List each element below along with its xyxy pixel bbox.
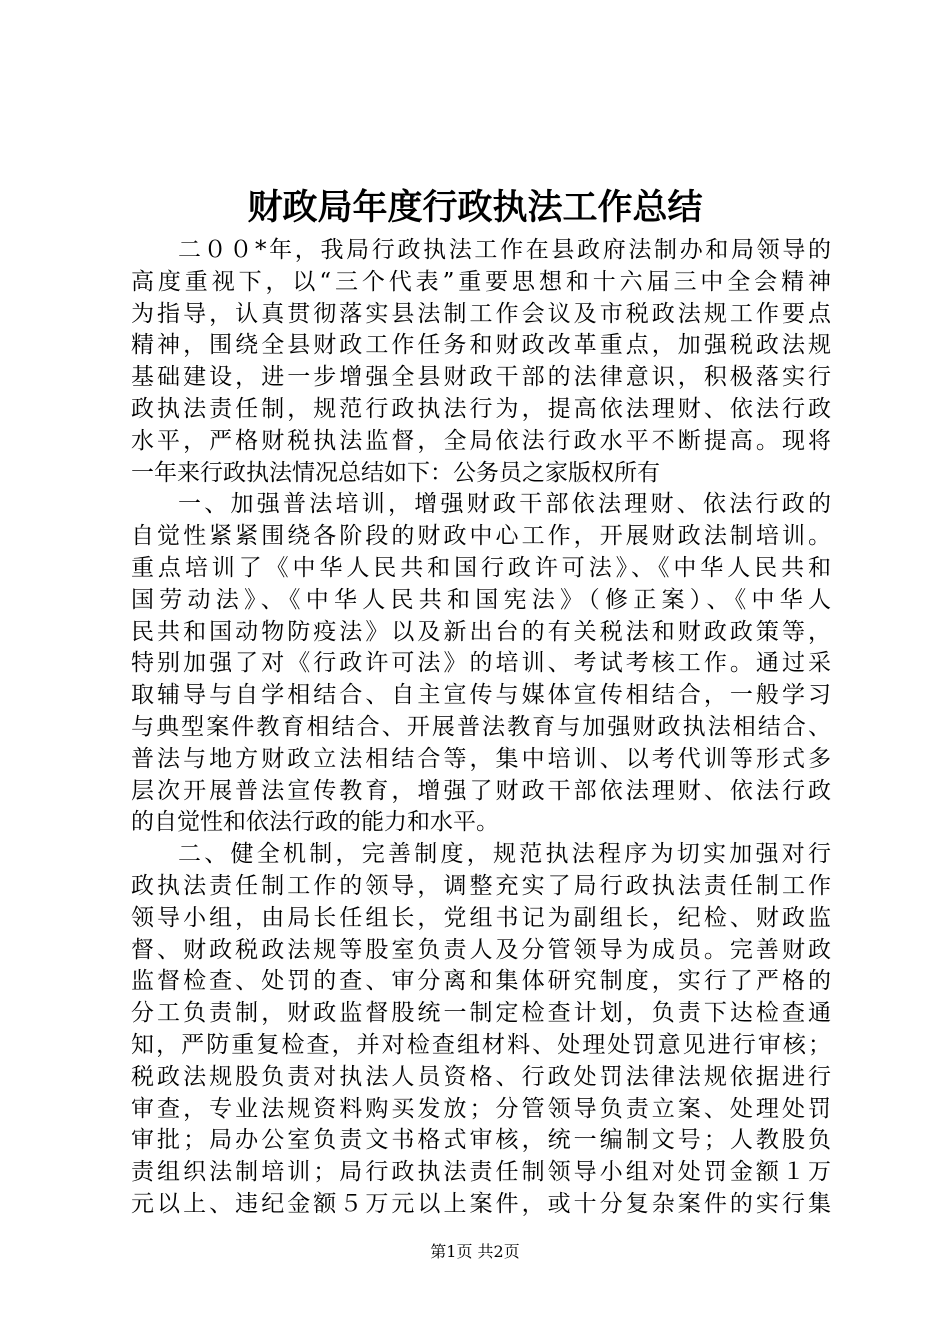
paragraph-line: 二００*年，我局行政执法工作在县政府法制办和局领导的 — [178, 237, 831, 263]
paragraph-line: 民共和国动物防疫法》以及新出台的有关税法和财政政策等， — [131, 618, 831, 645]
paragraph-line: 审批；局办公室负责文书格式审核，统一编制文号；人教股负 — [131, 1127, 831, 1154]
paragraph-line: 督、财政税政法规等股室负责人及分管领导为成员。完善财政 — [131, 936, 831, 963]
paragraph-line: 政执法责任制工作的领导，调整充实了局行政执法责任制工作 — [131, 872, 831, 899]
document-body — [131, 235, 831, 1221]
paragraph-line: 自觉性紧紧围绕各阶段的财政中心工作，开展财政法制培训。 — [131, 523, 831, 550]
paragraph-line: 水平，严格财税执法监督，全局依法行政水平不断提高。现将 — [131, 427, 831, 454]
paragraph-line: 普法与地方财政立法相结合等，集中培训、以考代训等形式多 — [131, 745, 831, 772]
paragraph-line: 知，严防重复检查，并对检查组材料、处理处罚意见进行审核； — [131, 1031, 831, 1058]
document-title: 财政局年度行政执法工作总结 — [247, 187, 703, 228]
paragraph-line: 基础建设，进一步增强全县财政干部的法律意识，积极落实行 — [131, 364, 831, 391]
paragraph-line: 的自觉性和依法行政的能力和水平。 — [131, 809, 499, 836]
paragraph-line: 审查，专业法规资料购买发放；分管领导负责立案、处理处罚 — [131, 1095, 831, 1122]
paragraph-line: 特别加强了对《行政许可法》的培训、考试考核工作。通过采 — [131, 650, 831, 677]
paragraph-line: 重点培训了《中华人民共和国行政许可法》、《中华人民共和 — [131, 554, 831, 581]
paragraph-line: 高度重视下，以“三个代表”重要思想和十六届三中全会精神 — [131, 268, 831, 295]
paragraph-line: 国劳动法》、《中华人民共和国宪法》（修正案）、《中华人 — [131, 586, 831, 613]
paragraph-line: 一、加强普法培训，增强财政干部依法理财、依法行政的 — [178, 491, 831, 518]
paragraph-line: 分工负责制，财政监督股统一制定检查计划，负责下达检查通 — [131, 1000, 831, 1027]
paragraph-line: 为指导，认真贯彻落实县法制工作会议及市税政法规工作要点 — [131, 300, 831, 327]
paragraph-line: 二、健全机制，完善制度，规范执法程序为切实加强对行 — [178, 841, 831, 868]
paragraph-line: 精神，围绕全县财政工作任务和财政改革重点，加强税政法规 — [131, 332, 831, 359]
paragraph-line: 税政法规股负责对执法人员资格、行政处罚法律法规依据进行 — [131, 1063, 831, 1090]
paragraph-line: 监督检查、处罚的查、审分离和集体研究制度，实行了严格的 — [131, 968, 831, 995]
paragraph-line: 一年来行政执法情况总结如下：公务员之家版权所有 — [131, 459, 660, 486]
page-number-footer: 第1页 共2页 — [430, 1242, 520, 1261]
paragraph-line: 政执法责任制，规范行政执法行为，提高依法理财、依法行政 — [131, 395, 831, 422]
paragraph-line: 领导小组，由局长任组长，党组书记为副组长，纪检、财政监 — [131, 904, 831, 931]
paragraph-line: 层次开展普法宣传教育，增强了财政干部依法理财、依法行政 — [131, 777, 831, 804]
paragraph-line: 元以上、违纪金额５万元以上案件，或十分复杂案件的实行集 — [131, 1190, 831, 1217]
paragraph-line: 责组织法制培训；局行政执法责任制领导小组对处罚金额１万 — [131, 1159, 831, 1186]
paragraph-line: 取辅导与自学相结合、自主宣传与媒体宣传相结合，一般学习 — [131, 682, 831, 709]
paragraph-line: 与典型案件教育相结合、开展普法教育与加强财政执法相结合、 — [131, 713, 831, 740]
